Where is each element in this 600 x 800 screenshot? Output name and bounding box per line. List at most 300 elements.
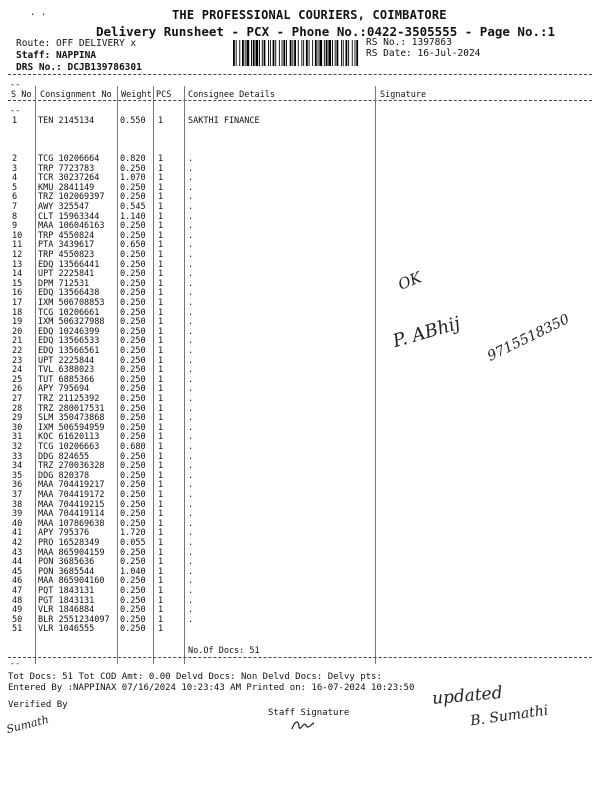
handwritten-ok: OK xyxy=(395,268,425,294)
row-pcs: 1 xyxy=(158,547,164,558)
row-weight: 0.545 xyxy=(120,202,146,212)
row-sno: 27 xyxy=(12,394,23,404)
barcode-bar xyxy=(247,40,250,66)
row-consignee-details: . xyxy=(188,163,194,174)
row-weight: 0.250 xyxy=(120,480,146,491)
row-pcs: 1 xyxy=(158,614,164,625)
row-sno: 45 xyxy=(12,566,23,577)
row-weight: 0.250 xyxy=(120,403,146,414)
row-pcs: 1 xyxy=(158,528,164,539)
row-consignee-details: . xyxy=(188,269,194,280)
row-weight: 0.250 xyxy=(120,624,146,635)
row-sno: 28 xyxy=(12,403,23,414)
row-weight: 0.250 xyxy=(120,595,146,606)
barcode-bar xyxy=(335,40,336,66)
row-sno: 5 xyxy=(12,182,18,193)
row-consignee-details: . xyxy=(188,547,194,558)
row-pcs: 1 xyxy=(158,346,164,356)
row-consignee-details: . xyxy=(188,346,194,356)
handwritten-signer-name: B. Sumathi xyxy=(469,702,550,730)
row-pcs: 1 xyxy=(158,192,164,203)
row-pcs: 1 xyxy=(158,518,164,529)
row-consignment-no: APY 795694 xyxy=(38,384,90,395)
row-consignment-no: TCR 30237264 xyxy=(38,173,100,184)
row-pcs: 1 xyxy=(158,211,164,222)
row-weight: 0.250 xyxy=(120,317,146,328)
row-pcs: 1 xyxy=(158,307,164,318)
barcode-bar xyxy=(264,40,266,66)
row-weight: 0.250 xyxy=(120,490,146,500)
row-consignee-details: . xyxy=(188,154,194,164)
row-weight: 0.250 xyxy=(120,509,146,520)
row-sno: 50 xyxy=(12,614,23,625)
row-consignment-no: VLR 1046555 xyxy=(38,624,95,635)
row-consignee-details: . xyxy=(188,605,194,616)
row-pcs: 1 xyxy=(158,470,164,481)
row-weight: 0.250 xyxy=(120,182,146,193)
table-row xyxy=(0,395,600,404)
barcode-bar xyxy=(326,40,328,66)
row-pcs: 1 xyxy=(158,298,164,308)
row-pcs: 1 xyxy=(158,259,164,270)
bottom-marker: -- xyxy=(10,659,21,669)
row-consignment-no: PON 3685544 xyxy=(38,566,95,577)
row-consignee-details: . xyxy=(188,336,194,347)
row-consignee-details: . xyxy=(188,394,194,404)
row-pcs: 1 xyxy=(158,586,164,596)
row-pcs: 1 xyxy=(158,509,164,520)
barcode-bar xyxy=(328,40,331,66)
row-weight: 0.250 xyxy=(120,326,146,337)
row-sno: 16 xyxy=(12,288,23,299)
row-sno: 18 xyxy=(12,307,23,318)
row-consignee-details: . xyxy=(188,557,194,568)
row-consignment-no: PTA 3439617 xyxy=(38,240,95,251)
row-consignee-details: . xyxy=(188,365,194,376)
table-row xyxy=(0,462,600,471)
row-consignee-details: . xyxy=(188,566,194,577)
barcode-bar xyxy=(270,40,271,66)
row-consignment-no: APY 795376 xyxy=(38,528,90,539)
barcode-bar xyxy=(245,40,246,66)
row-consignee-details: . xyxy=(188,518,194,529)
row-sno: 23 xyxy=(12,355,23,366)
row-consignment-no: MAA 704419114 xyxy=(38,509,105,520)
row-consignee-details: . xyxy=(188,528,194,539)
row-weight: 0.250 xyxy=(120,365,146,376)
row-consignment-no: BLR 2551234097 xyxy=(38,614,110,625)
row-weight: 0.250 xyxy=(120,336,146,347)
column-header-divider xyxy=(8,100,592,101)
row-consignment-no: DDG 820378 xyxy=(38,470,90,481)
row-sno: 48 xyxy=(12,595,23,606)
verified-by-label: Verified By xyxy=(8,700,68,710)
row-pcs: 1 xyxy=(158,595,164,606)
barcode-bar xyxy=(233,40,235,66)
row-consignee-details: . xyxy=(188,614,194,625)
row-pcs: 1 xyxy=(158,442,164,452)
row-sno: 12 xyxy=(12,250,23,260)
table-row xyxy=(0,251,600,260)
row-consignment-no: KOC 61620113 xyxy=(38,432,100,443)
table-row xyxy=(0,625,600,634)
row-pcs: 1 xyxy=(158,336,164,347)
table-row xyxy=(0,443,600,452)
barcode-bar xyxy=(294,40,296,66)
handwritten-verifier-signature: Sumath xyxy=(5,712,51,737)
barcode-bar xyxy=(346,40,348,66)
row-weight: 1.040 xyxy=(120,566,146,577)
totals-line: Tot Docs: 51 Tot COD Amt: 0.00 Delvd Docs: Non Delvd Docs: Delvy pts: xyxy=(8,672,382,682)
barcode-bar xyxy=(273,40,275,66)
row-consignee-details: . xyxy=(188,221,194,232)
row-consignment-no: TEN 2145134 xyxy=(38,116,95,126)
row-consignee-details: . xyxy=(188,442,194,452)
table-row xyxy=(0,539,600,548)
row-sno: 21 xyxy=(12,336,23,347)
row-weight: 0.250 xyxy=(120,250,146,260)
row-weight: 0.250 xyxy=(120,605,146,616)
row-sno: 19 xyxy=(12,317,23,328)
row-sno: 20 xyxy=(12,326,23,337)
row-sno: 10 xyxy=(12,230,23,241)
barcode-bar xyxy=(324,40,325,66)
row-pcs: 1 xyxy=(158,163,164,174)
row-weight: 0.250 xyxy=(120,221,146,232)
row-pcs: 1 xyxy=(158,422,164,433)
barcode-bar xyxy=(315,40,317,66)
row-pcs: 1 xyxy=(158,326,164,337)
row-consignee-details: . xyxy=(188,403,194,414)
row-consignment-no: PRO 16528349 xyxy=(38,538,100,548)
row-weight: 0.250 xyxy=(120,374,146,385)
row-consignment-no: TRZ 280017531 xyxy=(38,403,105,414)
row-sno: 14 xyxy=(12,269,23,280)
row-weight: 0.250 xyxy=(120,461,146,472)
runsheet-title: Delivery Runsheet - PCX - Phone No.:0422-3505555 - Page No.:1 xyxy=(96,24,556,39)
row-consignee-details: . xyxy=(188,422,194,433)
row-pcs: 1 xyxy=(158,116,164,126)
row-weight: 0.250 xyxy=(120,586,146,596)
row-pcs: 1 xyxy=(158,384,164,395)
row-pcs: 1 xyxy=(158,451,164,462)
handwritten-updated-note: updated xyxy=(431,682,504,710)
row-pcs: 1 xyxy=(158,278,164,289)
row-sno: 29 xyxy=(12,413,23,424)
staff-label: Staff: NAPPINA xyxy=(16,50,97,61)
row-sno: 22 xyxy=(12,346,23,356)
barcode-bar xyxy=(319,40,322,66)
row-consignment-no: MAA 865904160 xyxy=(38,576,105,587)
footer-divider xyxy=(8,657,592,658)
row-pcs: 1 xyxy=(158,432,164,443)
handwritten-receiver-signature: P. ABhij xyxy=(390,312,463,353)
corner-mark: . . xyxy=(30,8,47,18)
row-sno: 25 xyxy=(12,374,23,385)
row-sno: 15 xyxy=(12,278,23,289)
row-consignee-details: . xyxy=(188,470,194,481)
barcode-bar xyxy=(332,40,333,66)
row-consignee-details: . xyxy=(188,499,194,510)
row-consignee-details: . xyxy=(188,307,194,318)
row-weight: 0.250 xyxy=(120,614,146,625)
row-consignee-details: . xyxy=(188,211,194,222)
row-consignment-no: DDG 824655 xyxy=(38,451,90,462)
row-sno: 2 xyxy=(12,154,18,164)
barcode-bar xyxy=(355,40,356,66)
row-consignment-no: TRP 4550824 xyxy=(38,230,95,241)
row-pcs: 1 xyxy=(158,413,164,424)
row-pcs: 1 xyxy=(158,480,164,491)
row-sno: 42 xyxy=(12,538,23,548)
row-consignment-no: TRZ 102069397 xyxy=(38,192,105,203)
row-consignment-no: UPT 2225841 xyxy=(38,269,95,280)
row-pcs: 1 xyxy=(158,250,164,260)
route-label: Route: OFF DELIVERY x xyxy=(16,38,137,49)
column-header-consignment: Consignment No xyxy=(40,90,112,100)
table-row xyxy=(0,587,600,596)
column-header-signature: Signature xyxy=(380,90,427,100)
barcode-bar xyxy=(290,40,292,66)
row-pcs: 1 xyxy=(158,394,164,404)
row-weight: 0.250 xyxy=(120,288,146,299)
barcode-bar xyxy=(301,40,302,66)
row-pcs: 1 xyxy=(158,576,164,587)
table-row xyxy=(0,117,600,126)
row-weight: 1.070 xyxy=(120,173,146,184)
row-consignment-no: IXM 506327988 xyxy=(38,317,105,328)
row-consignment-no: EDQ 10246399 xyxy=(38,326,100,337)
row-consignment-no: MAA 865904159 xyxy=(38,547,105,558)
barcode-bar xyxy=(239,40,240,66)
row-consignee-details: . xyxy=(188,317,194,328)
row-consignment-no: SLM 350473868 xyxy=(38,413,105,424)
barcode-bar xyxy=(337,40,339,66)
row-consignee-details: . xyxy=(188,192,194,203)
row-consignment-no: MAA 107869638 xyxy=(38,518,105,529)
row-pcs: 1 xyxy=(158,403,164,414)
row-consignee-details: . xyxy=(188,182,194,193)
barcode-bar xyxy=(259,40,260,66)
row-pcs: 1 xyxy=(158,605,164,616)
barcode-bar xyxy=(236,40,237,66)
no-of-docs: No.Of Docs: 51 xyxy=(188,646,260,656)
row-pcs: 1 xyxy=(158,269,164,280)
row-weight: 0.250 xyxy=(120,394,146,404)
row-weight: 0.250 xyxy=(120,384,146,395)
row-weight: 0.250 xyxy=(120,269,146,280)
row-consignee-details: . xyxy=(188,326,194,337)
row-weight: 0.550 xyxy=(120,116,146,126)
row-consignment-no: TCG 10206663 xyxy=(38,442,100,452)
row-weight: 0.250 xyxy=(120,278,146,289)
row-consignment-no: UPT 2225844 xyxy=(38,355,95,366)
barcode-bar xyxy=(356,40,358,66)
row-sno: 4 xyxy=(12,173,18,184)
row-consignee-details: . xyxy=(188,576,194,587)
row-consignee-details: . xyxy=(188,586,194,596)
row-pcs: 1 xyxy=(158,240,164,251)
row-sno: 31 xyxy=(12,432,23,443)
row-consignment-no: TVL 6388023 xyxy=(38,365,95,376)
row-pcs: 1 xyxy=(158,538,164,548)
row-sno: 37 xyxy=(12,490,23,500)
barcode-bar xyxy=(279,40,280,66)
row-pcs: 1 xyxy=(158,490,164,500)
row-sno: 34 xyxy=(12,461,23,472)
table-row xyxy=(0,193,600,202)
row-weight: 0.250 xyxy=(120,432,146,443)
row-sno: 39 xyxy=(12,509,23,520)
row-consignment-no: PGT 1843131 xyxy=(38,595,95,606)
row-consignment-no: CLT 15963344 xyxy=(38,211,100,222)
row-consignee-details: . xyxy=(188,278,194,289)
row-pcs: 1 xyxy=(158,202,164,212)
row-consignee-details: . xyxy=(188,451,194,462)
barcode-image xyxy=(232,40,360,66)
row-consignment-no: TRZ 21125392 xyxy=(38,394,100,404)
handwritten-phone-number: 9715518350 xyxy=(485,311,573,365)
row-weight: 0.250 xyxy=(120,163,146,174)
row-sno: 17 xyxy=(12,298,23,308)
row-consignee-details: . xyxy=(188,259,194,270)
row-consignment-no: AWY 325547 xyxy=(38,202,90,212)
row-consignment-no: TUT 6885366 xyxy=(38,374,95,385)
first-row-marker: -- xyxy=(10,106,21,116)
entered-by-line: Entered By :NAPPINAX 07/16/2024 10:23:43 AM Printed on: 16-07-2024 10:23:50 xyxy=(8,683,415,693)
row-pcs: 1 xyxy=(158,221,164,232)
row-pcs: 1 xyxy=(158,355,164,366)
row-pcs: 1 xyxy=(158,317,164,328)
barcode-bar xyxy=(251,40,252,66)
column-header-consignee: Consignee Details xyxy=(188,90,275,100)
row-consignment-no: MAA 704419217 xyxy=(38,480,105,491)
row-consignment-no: MAA 704419172 xyxy=(38,490,105,500)
row-pcs: 1 xyxy=(158,461,164,472)
barcode-bar xyxy=(352,40,353,66)
row-sno: 6 xyxy=(12,192,18,203)
barcode-bar xyxy=(306,40,308,66)
table-top-marker: -- xyxy=(10,80,21,90)
row-weight: 0.680 xyxy=(120,442,146,452)
row-pcs: 1 xyxy=(158,230,164,241)
barcode-bar xyxy=(309,40,310,66)
row-sno: 49 xyxy=(12,605,23,616)
row-consignment-no: IXM 506708853 xyxy=(38,298,105,308)
barcode-bar xyxy=(343,40,344,66)
barcode-bar xyxy=(262,40,263,66)
row-weight: 1.720 xyxy=(120,528,146,539)
row-weight: 1.140 xyxy=(120,211,146,222)
barcode-bar xyxy=(318,40,319,66)
row-consignment-no: TCG 10206664 xyxy=(38,154,100,164)
row-consignment-no: MAA 704419215 xyxy=(38,499,105,510)
row-sno: 13 xyxy=(12,259,23,270)
row-sno: 46 xyxy=(12,576,23,587)
row-pcs: 1 xyxy=(158,182,164,193)
row-weight: 0.250 xyxy=(120,259,146,270)
row-pcs: 1 xyxy=(158,566,164,577)
row-consignee-details: . xyxy=(188,490,194,500)
staff-signature-label: Staff Signature xyxy=(268,708,350,718)
row-weight: 0.250 xyxy=(120,518,146,529)
row-weight: 0.650 xyxy=(120,240,146,251)
row-sno: 9 xyxy=(12,221,18,232)
row-consignment-no: TRP 7723783 xyxy=(38,163,95,174)
row-weight: 0.250 xyxy=(120,451,146,462)
row-consignment-no: IXM 506594959 xyxy=(38,422,105,433)
row-consignee-details: . xyxy=(188,461,194,472)
row-sno: 40 xyxy=(12,518,23,529)
row-sno: 33 xyxy=(12,451,23,462)
row-consignment-no: KMU 2841149 xyxy=(38,182,95,193)
barcode-bar xyxy=(256,40,259,66)
row-consignment-no: MAA 106046163 xyxy=(38,221,105,232)
rs-date: RS Date: 16-Jul-2024 xyxy=(366,48,481,59)
row-pcs: 1 xyxy=(158,365,164,376)
row-consignment-no: TRZ 270036328 xyxy=(38,461,105,472)
row-sno: 43 xyxy=(12,547,23,558)
row-consignee-details: . xyxy=(188,384,194,395)
row-pcs: 1 xyxy=(158,288,164,299)
column-header-pcs: PCS xyxy=(156,90,172,100)
row-consignee-details: . xyxy=(188,374,194,385)
column-header-weight: Weight xyxy=(121,90,152,100)
table-row xyxy=(0,491,600,500)
table-row xyxy=(0,203,600,212)
barcode-bar xyxy=(341,40,342,66)
row-consignee-details: . xyxy=(188,509,194,520)
barcode-bar xyxy=(283,40,285,66)
barcode-bar xyxy=(282,40,283,66)
row-sno: 44 xyxy=(12,557,23,568)
row-sno: 32 xyxy=(12,442,23,452)
table-row xyxy=(0,270,600,279)
company-title: THE PROFESSIONAL COURIERS, COIMBATORE xyxy=(172,8,447,22)
row-pcs: 1 xyxy=(158,374,164,385)
row-consignment-no: EDQ 13566441 xyxy=(38,259,100,270)
row-weight: 0.250 xyxy=(120,346,146,356)
row-weight: 0.055 xyxy=(120,538,146,548)
row-consignee-details: . xyxy=(188,250,194,260)
row-sno: 47 xyxy=(12,586,23,596)
row-sno: 3 xyxy=(12,163,18,174)
row-sno: 24 xyxy=(12,365,23,376)
barcode-bar xyxy=(303,40,304,66)
table-row xyxy=(0,155,600,164)
barcode-bar xyxy=(242,40,244,66)
barcode-bar xyxy=(312,40,313,66)
staff-signature-scribble xyxy=(290,718,316,734)
table-row xyxy=(0,520,600,529)
barcode-bar xyxy=(286,40,287,66)
row-weight: 0.250 xyxy=(120,192,146,203)
row-pcs: 1 xyxy=(158,557,164,568)
table-row xyxy=(0,376,600,385)
row-weight: 0.250 xyxy=(120,422,146,433)
row-weight: 0.250 xyxy=(120,355,146,366)
row-sno: 1 xyxy=(12,116,18,126)
barcode-bar xyxy=(298,40,299,66)
row-weight: 0.250 xyxy=(120,499,146,510)
row-weight: 0.250 xyxy=(120,557,146,568)
row-weight: 0.820 xyxy=(120,154,146,164)
row-weight: 0.250 xyxy=(120,547,146,558)
row-consignee-details: SAKTHI FINANCE xyxy=(188,116,260,126)
row-consignee-details: . xyxy=(188,288,194,299)
row-pcs: 1 xyxy=(158,173,164,184)
header-divider xyxy=(8,74,592,75)
